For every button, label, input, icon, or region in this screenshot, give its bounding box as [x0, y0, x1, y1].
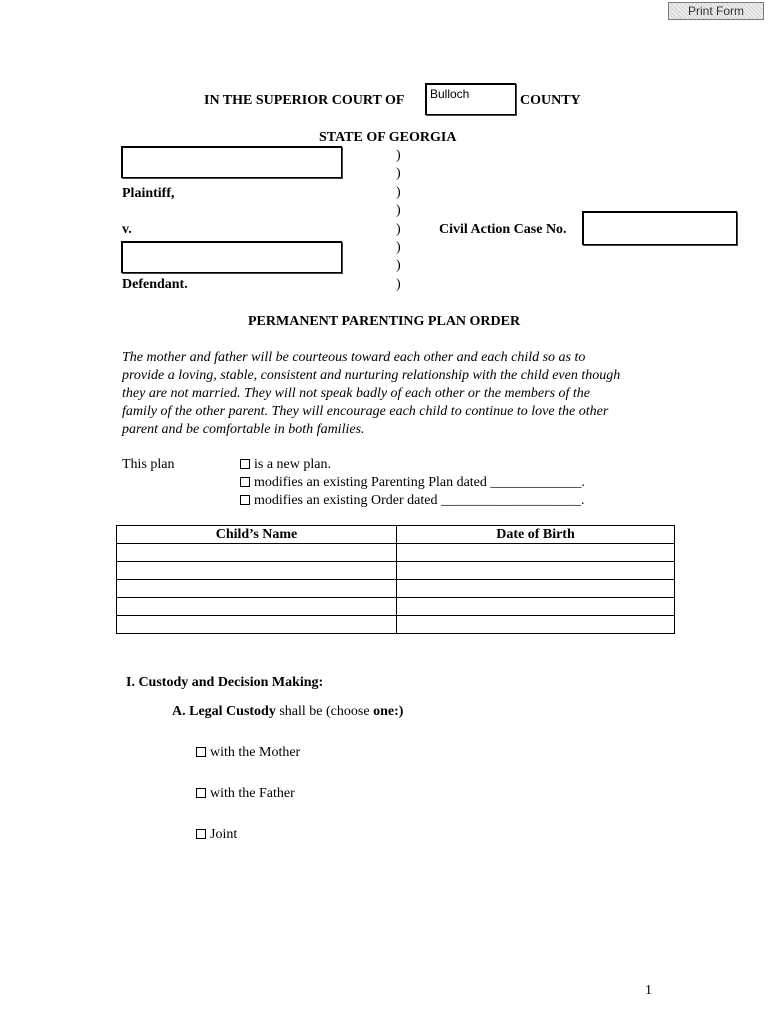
custody-option-father	[196, 786, 295, 802]
intro-line: The mother and father will be courteous toward each other and each child so as to	[122, 350, 586, 365]
defendant-input[interactable]	[121, 241, 342, 273]
plaintiff-label: Plaintiff,	[122, 186, 175, 201]
table-row	[117, 598, 675, 616]
intro-line: they are not married. They will not speak badly of each other or the members of the	[122, 386, 591, 401]
legal-custody-one: one:)	[373, 704, 404, 719]
caption-paren: )	[396, 185, 401, 200]
county-input[interactable]: Bulloch	[425, 83, 516, 115]
print-form-button[interactable]: Print Form	[668, 2, 764, 20]
child-dob-cell[interactable]	[397, 544, 675, 562]
plan-option-label: is a new plan.	[254, 457, 331, 472]
child-dob-cell[interactable]	[397, 580, 675, 598]
section-heading: I. Custody and Decision Making:	[126, 675, 324, 690]
child-name-cell[interactable]	[117, 598, 397, 616]
custody-option-label: Joint	[210, 827, 238, 842]
document-title: PERMANENT PARENTING PLAN ORDER	[248, 314, 521, 329]
child-name-cell[interactable]	[117, 616, 397, 634]
child-dob-cell[interactable]	[397, 616, 675, 634]
legal-custody-label: A. Legal Custody	[172, 704, 276, 719]
table-header-row	[117, 526, 675, 544]
child-dob-cell[interactable]	[397, 562, 675, 580]
plan-label: This plan	[122, 457, 175, 472]
legal-custody-rest: shall be (choose	[279, 704, 370, 719]
caption-paren: )	[396, 277, 401, 292]
caption-paren: )	[396, 240, 401, 255]
table-row	[117, 616, 675, 634]
caption-paren: )	[396, 203, 401, 218]
checkbox-icon[interactable]	[240, 459, 250, 469]
caption-paren: )	[396, 222, 401, 237]
child-name-header: Child’s Name	[117, 526, 397, 544]
checkbox-icon[interactable]	[196, 829, 206, 839]
plan-option-new	[240, 456, 585, 474]
table-row	[117, 544, 675, 562]
plan-option-modify-order	[240, 492, 585, 510]
intro-line: family of the other parent. They will encourage each child to continue to love the other	[122, 404, 609, 419]
custody-option-mother	[196, 745, 300, 761]
versus-label: v.	[122, 222, 132, 237]
custody-option-joint	[196, 827, 237, 843]
caption-paren: )	[396, 258, 401, 273]
plan-option-modify-plan	[240, 474, 585, 492]
county-suffix: COUNTY	[520, 93, 581, 108]
child-name-cell[interactable]	[117, 544, 397, 562]
page-number: 1	[645, 983, 652, 998]
plan-option-label: modifies an existing Order dated ____________________.	[254, 493, 585, 508]
caption-paren: )	[396, 166, 401, 181]
checkbox-icon[interactable]	[196, 788, 206, 798]
table-row	[117, 580, 675, 598]
checkbox-icon[interactable]	[240, 477, 250, 487]
intro-line: parent and be comfortable in both families.	[122, 422, 365, 437]
plan-option-label: modifies an existing Parenting Plan dated _____________.	[254, 475, 585, 490]
defendant-label: Defendant.	[122, 277, 188, 292]
checkbox-icon[interactable]	[196, 747, 206, 757]
state-heading: STATE OF GEORGIA	[319, 130, 457, 145]
date-of-birth-header: Date of Birth	[397, 526, 675, 544]
custody-option-label: with the Father	[210, 786, 295, 801]
child-dob-cell[interactable]	[397, 598, 675, 616]
case-no-input[interactable]	[582, 211, 737, 245]
checkbox-icon[interactable]	[240, 495, 250, 505]
table-row	[117, 562, 675, 580]
plaintiff-input[interactable]	[121, 146, 342, 178]
caption-paren: )	[396, 148, 401, 163]
court-prefix: IN THE SUPERIOR COURT OF	[204, 93, 405, 108]
children-table	[116, 525, 675, 634]
intro-line: provide a loving, stable, consistent and nurturing relationship with the child even though	[122, 368, 621, 383]
plan-options	[240, 456, 585, 510]
case-no-label: Civil Action Case No.	[439, 222, 567, 237]
child-name-cell[interactable]	[117, 562, 397, 580]
legal-custody-line	[172, 704, 403, 720]
custody-option-label: with the Mother	[210, 745, 301, 760]
child-name-cell[interactable]	[117, 580, 397, 598]
intro-paragraph	[122, 349, 620, 439]
